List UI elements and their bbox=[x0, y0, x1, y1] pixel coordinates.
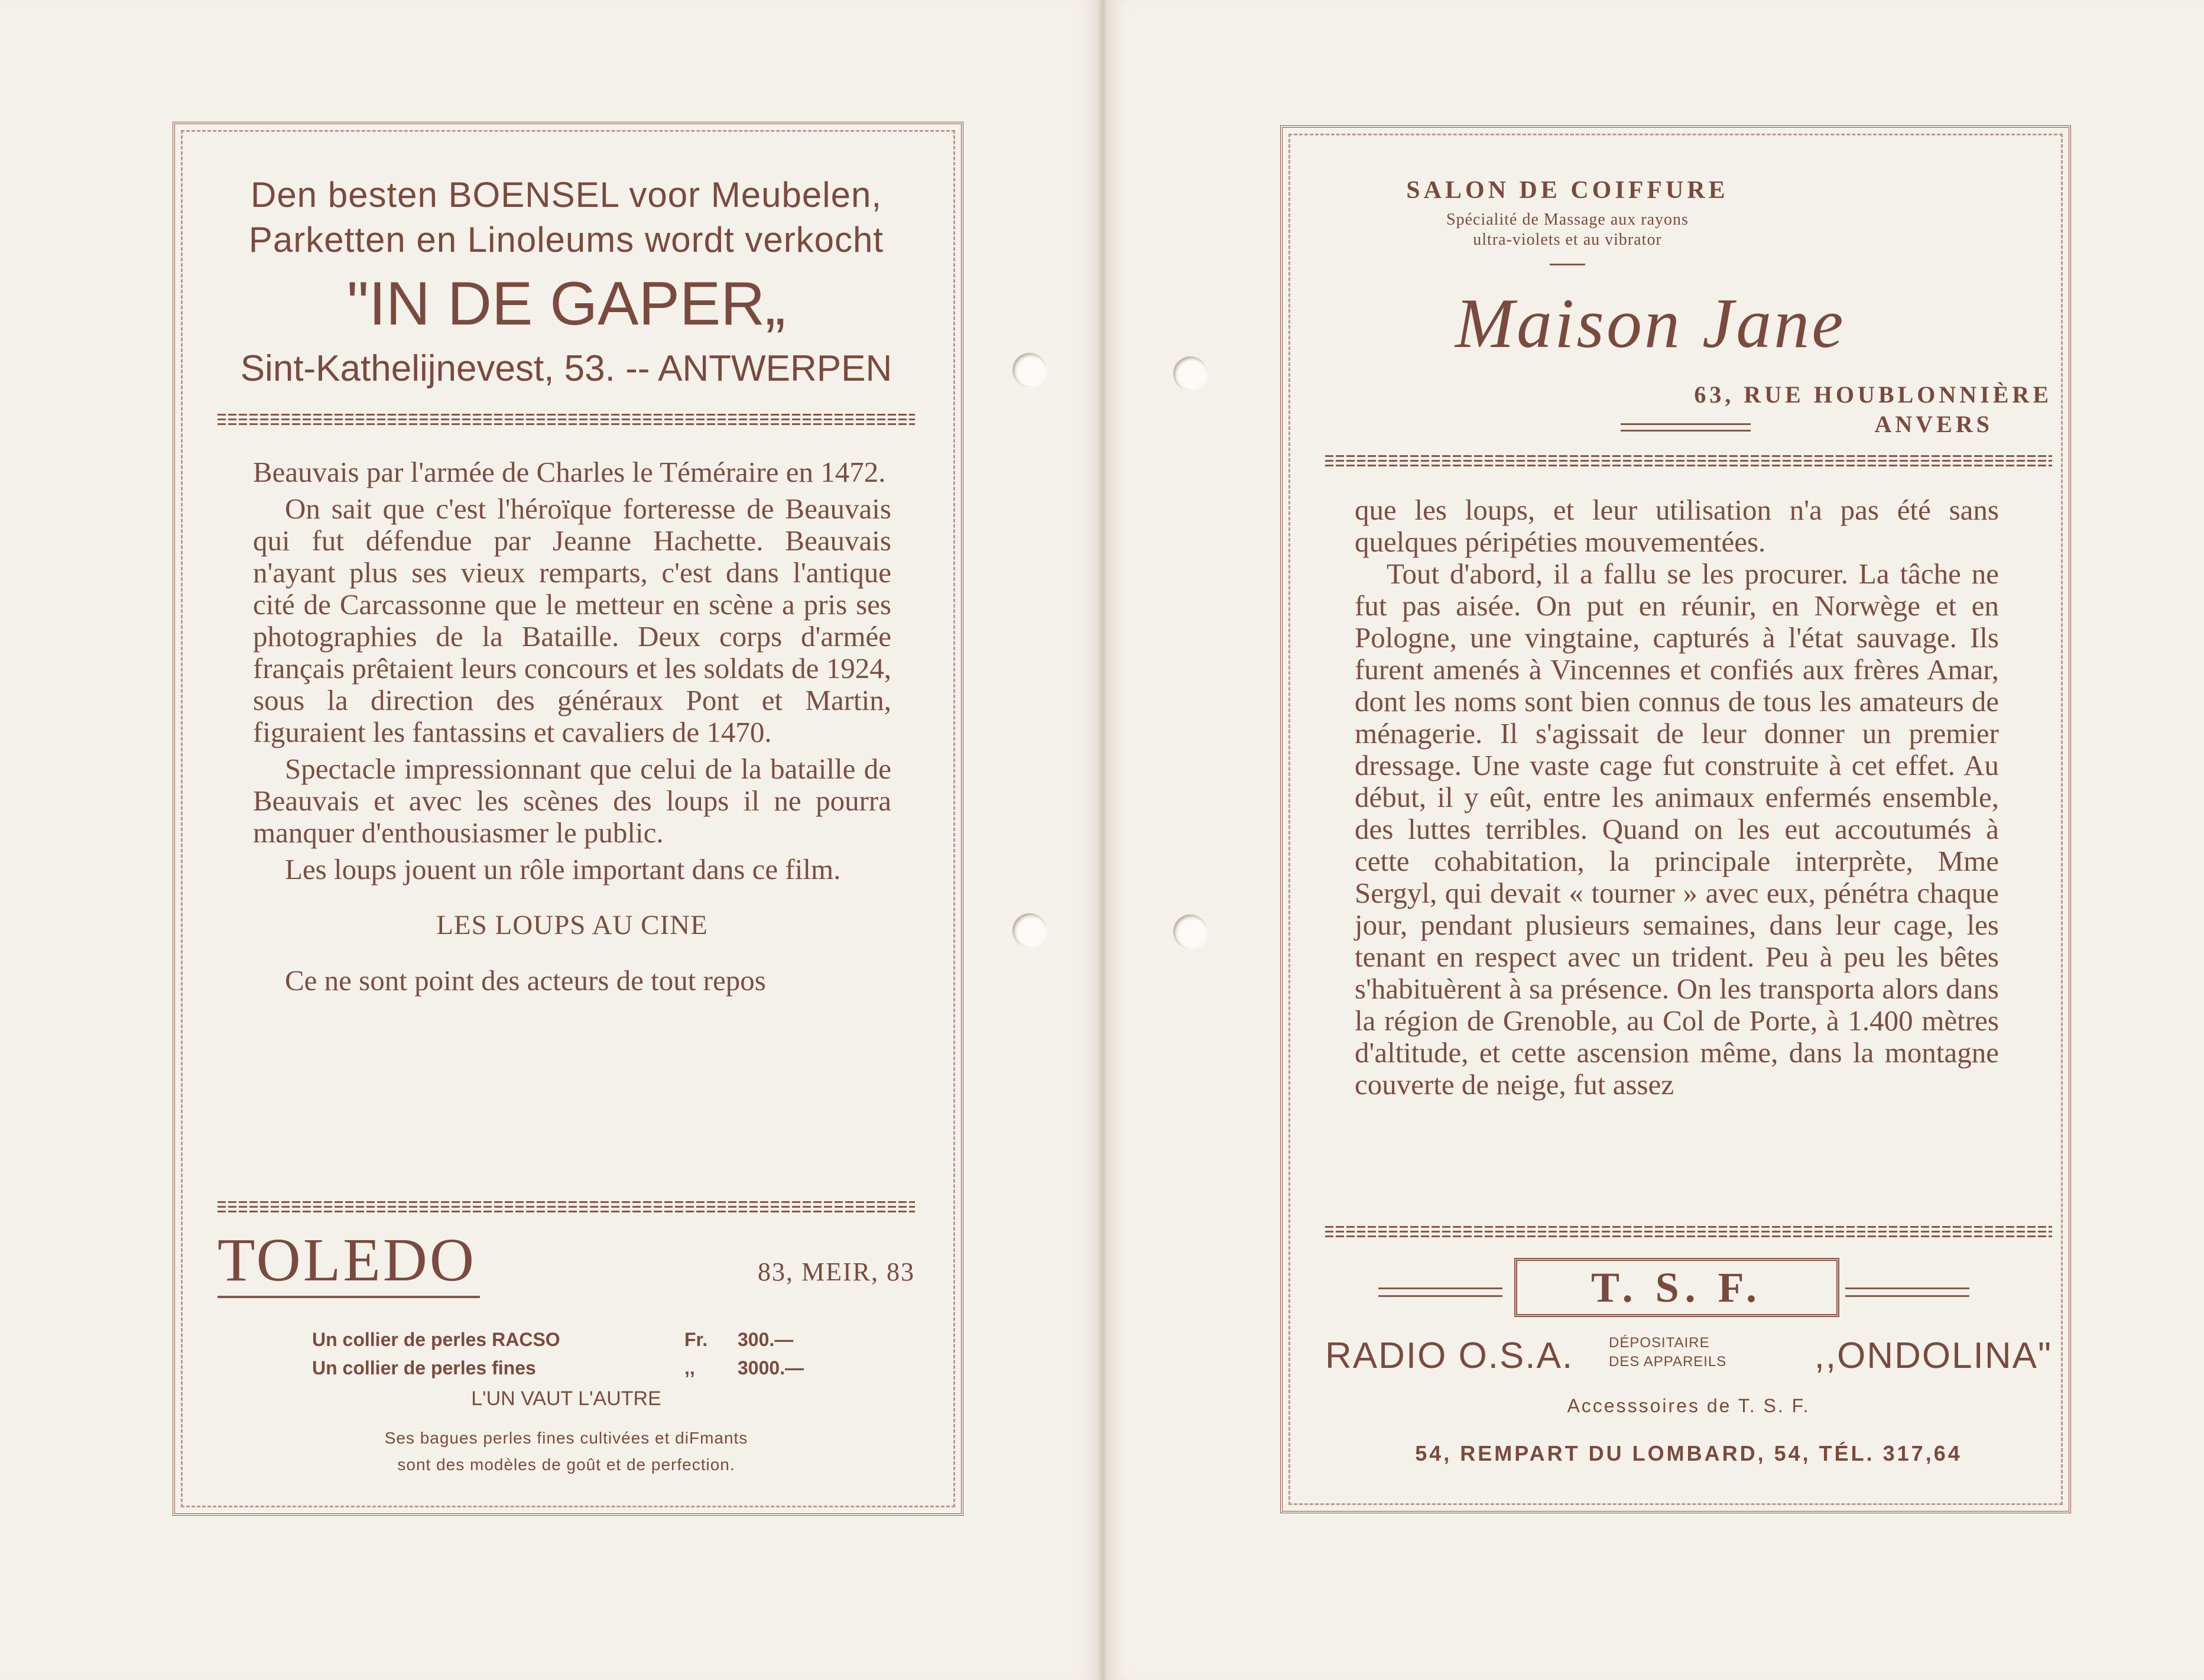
article-paragraph: Beauvais par l'armée de Charles le Téméraire en 1472. bbox=[253, 456, 886, 488]
right-ad-frame bbox=[1280, 125, 2071, 1513]
maison-jane-advertisement bbox=[1325, 176, 2052, 454]
gaper-line2: Parketten en Linoleums wordt verkocht bbox=[248, 220, 884, 260]
maison-jane-street: 63, RUE HOUBLONNIÈRE bbox=[1694, 381, 2052, 408]
short-rule bbox=[1621, 423, 1751, 432]
binding-hole bbox=[1173, 356, 1208, 391]
maison-jane-name: Maison Jane bbox=[1455, 284, 1846, 362]
article-paragraph: que les loups, et leur utilisation n'a pas été sans quelques péripéties mouvementées. bbox=[1355, 494, 1999, 558]
gaper-shop-name: "IN DE GAPER„ bbox=[347, 270, 785, 338]
tsf-advertisement bbox=[1325, 1258, 2052, 1494]
salon-title: SALON DE COIFFURE bbox=[1406, 177, 1729, 204]
depositaire-line1: DÉPOSITAIRE bbox=[1609, 1335, 1710, 1351]
binding-hole bbox=[1012, 353, 1047, 387]
article-paragraph: On sait que c'est l'héroïque forteresse de Beauvais qui fut défendue par Jeanne Hachette. Beauvais n'ayant plus ses vieux remparts, c'est dans l'antique cité de Carcassonne que le metteur en scène a pris ses photographies de la Bataille. Deux corps d'armée français prêtaient leurs concours et les soldats de 1924, sous la direction des généraux Pont et Martin, figuraient les fantassins et cavaliers de 1470. bbox=[253, 492, 891, 748]
article-heading: LES LOUPS AU CINE bbox=[436, 910, 708, 940]
toledo-item-2-currency: ,, bbox=[684, 1357, 695, 1379]
binding-hole bbox=[1173, 914, 1208, 949]
right-article bbox=[1355, 494, 1999, 1101]
left-ad-frame bbox=[173, 122, 963, 1516]
toledo-item-1-price: 300.— bbox=[738, 1329, 794, 1350]
tsf-title: T. S. F. bbox=[1514, 1258, 1839, 1317]
toledo-advertisement bbox=[218, 1225, 915, 1485]
ondolina-brand: ,,ONDOLINA" bbox=[1814, 1335, 2052, 1376]
maison-jane-city: ANVERS bbox=[1874, 411, 1993, 437]
left-article bbox=[253, 456, 891, 997]
salon-subtitle-2: ultra-violets et au vibrator bbox=[1473, 231, 1662, 249]
article-paragraph: Spectacle impressionnant que celui de la bataille de Beauvais et avec les scènes des loups il ne pourra manquer d'enthousiasmer le public. bbox=[253, 753, 891, 849]
article-paragraph: Tout d'abord, il a fallu se les procurer. La tâche ne fut pas aisée. On put en réunir, en Norwège et en Pologne, une vingtaine, capturés à l'état sauvage. Ils furent amenés à Vincennes et confiés aux frères Amar, dont les noms sont bien connus de tous les amateurs de ménagerie. Il s'agissait de leur donner un premier dressage. Une vaste cage fut construite à cet effet. Au début, il y eût, entre les animaux enfermés ensemble, des luttes terribles. Quand on les eut accoutumés à cette cohabitation, la principale interprète, Mme Sergyl, qui devait « tourner » avec eux, pénétra chaque jour, pendant plusieurs semaines, dans leur cage, les tenant en respect avec un trident. Peu à peu les bêtes s'habituèrent à sa présence. On les transporta alors dans la région de Grenoble, au Col de Porte, à 1.400 mètres d'altitude, et cette ascension même, dans la montagne couverte de neige, fut assez bbox=[1355, 557, 1999, 1101]
binding-hole bbox=[1012, 913, 1047, 948]
gaper-address: Sint-Kathelijnevest, 53. -- ANTWERPEN bbox=[240, 348, 892, 389]
tsf-accessories: Accesssoires de T. S. F. bbox=[1567, 1395, 1810, 1416]
depositaire-line2: DES APPAREILS bbox=[1609, 1354, 1727, 1370]
toledo-note-line2: sont des modèles de goût et de perfection. bbox=[397, 1455, 735, 1474]
gaper-advertisement bbox=[218, 173, 915, 393]
short-rule bbox=[1550, 264, 1585, 265]
divider-wave bbox=[218, 1201, 915, 1213]
tsf-address: 54, REMPART DU LOMBARD, 54, TÉL. 317,64 bbox=[1415, 1441, 1962, 1465]
tsf-rule-right bbox=[1845, 1287, 1969, 1297]
salon-subtitle-1: Spécialité de Massage aux rayons bbox=[1446, 210, 1689, 229]
article-paragraph: Ce ne sont point des acteurs de tout repos bbox=[285, 964, 766, 997]
toledo-item-2-label: Un collier de perles fines bbox=[312, 1357, 536, 1379]
toledo-item-2-price: 3000.— bbox=[738, 1357, 804, 1379]
toledo-brand: TOLEDO bbox=[218, 1225, 480, 1298]
article-paragraph: Les loups jouent un rôle important dans ce film. bbox=[285, 853, 841, 886]
divider-wave bbox=[1325, 1226, 2052, 1238]
toledo-slogan: L'UN VAUT L'AUTRE bbox=[471, 1387, 661, 1410]
toledo-item-1-currency: Fr. bbox=[684, 1329, 708, 1350]
toledo-note-line1: Ses bagues perles fines cultivées et diFmants bbox=[384, 1429, 748, 1447]
toledo-item-1-label: Un collier de perles RACSO bbox=[312, 1329, 560, 1350]
divider-wave bbox=[218, 414, 915, 426]
book-spine bbox=[1098, 0, 1108, 1680]
toledo-address: 83, MEIR, 83 bbox=[758, 1257, 915, 1286]
divider-wave bbox=[1325, 455, 2052, 467]
tsf-rule-left bbox=[1378, 1287, 1502, 1297]
right-page bbox=[1103, 0, 2204, 1680]
gaper-line1: Den besten BOENSEL voor Meubelen, bbox=[250, 175, 882, 215]
radio-osa: RADIO O.S.A. bbox=[1325, 1335, 1574, 1376]
